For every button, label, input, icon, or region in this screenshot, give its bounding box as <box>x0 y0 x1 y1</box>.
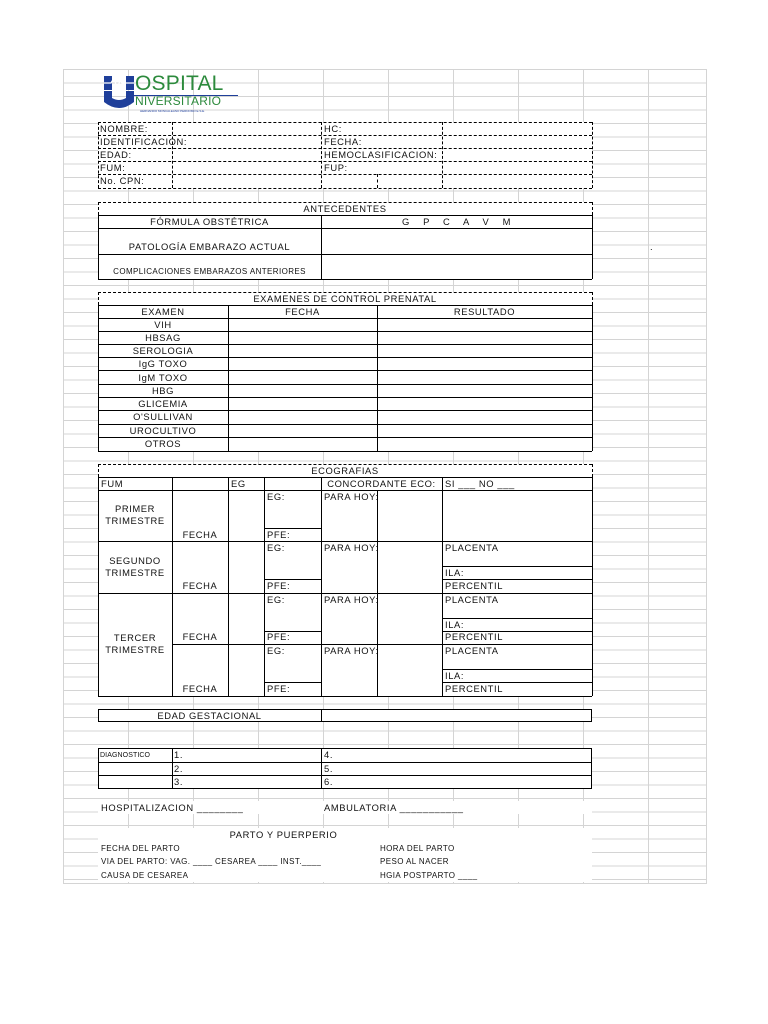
para-hoy-3: PARA HOY: <box>324 594 379 605</box>
label-fup: FUP: <box>324 162 348 173</box>
hgia-postparto-label: HGIA POSTPARTO ____ <box>380 871 478 880</box>
pfe-3: PFE: <box>267 631 291 642</box>
label-nombre: NOMBRE: <box>100 123 148 134</box>
ambulatoria-label: AMBULATORIA ___________ <box>324 802 464 813</box>
fecha-4: FECHA <box>182 683 218 694</box>
diag-3: 3. <box>174 776 184 787</box>
antecedentes-title: ANTECEDENTES <box>303 203 387 214</box>
exam-vih: VIH <box>154 319 172 330</box>
primer-trimestre: PRIMER TRIMESTRE <box>105 503 165 526</box>
para-hoy-4: PARA HOY: <box>324 645 379 656</box>
parto-title: PARTO Y PUERPERIO <box>229 829 338 840</box>
header-resultado: RESULTADO <box>453 306 516 317</box>
placenta-3: PLACENTA <box>445 645 499 656</box>
diagnostico-label: DIAGNOSTICO <box>100 752 151 759</box>
label-edad: EDAD: <box>100 149 132 160</box>
peso-nacer-label: PESO AL NACER <box>380 857 449 866</box>
exam-serologia: SEROLOGIA <box>132 345 194 356</box>
percentil-1: PERCENTIL <box>445 580 504 591</box>
eg-4: EG: <box>267 645 285 656</box>
placenta-1: PLACENTA <box>445 542 499 553</box>
label-hemoclasificacion: HEMOCLASIFICACION: <box>324 149 438 160</box>
exam-urocultivo: UROCULTIVO <box>129 425 197 436</box>
pfe-4: PFE: <box>267 683 291 694</box>
ecografias-title: ECOGRAFIAS <box>311 465 379 476</box>
hospitalizacion-label: HOSPITALIZACION ________ <box>101 802 244 813</box>
eco-fum: FUM <box>101 478 124 489</box>
ila-3: ILA: <box>445 670 465 681</box>
diag-2: 2. <box>174 763 184 774</box>
para-hoy-2: PARA HOY: <box>324 542 379 553</box>
eg-3: EG: <box>267 594 285 605</box>
pfe-1: PFE: <box>267 529 291 540</box>
label-no-cpn: No. CPN: <box>100 175 145 186</box>
exam-hbg: HBG <box>151 385 175 396</box>
gpcavm-label: G P C A V M <box>401 216 512 227</box>
logo-tagline: HERNANDO MONCALEANO PERDOMO E.S.E. <box>140 109 206 113</box>
ila-2: ILA: <box>445 619 465 630</box>
fecha-parto-label: FECHA DEL PARTO <box>101 844 181 853</box>
placenta-2: PLACENTA <box>445 594 499 605</box>
via-parto-label: VIA DEL PARTO: VAG. ____ CESAREA ____ INST.____ <box>101 857 322 866</box>
fecha-2: FECHA <box>182 580 218 591</box>
pfe-2: PFE: <box>267 580 291 591</box>
eco-eg: EG <box>231 478 246 489</box>
eg-2: EG: <box>267 542 285 553</box>
causa-cesarea-label: CAUSA DE CESAREA <box>101 871 189 880</box>
diag-4: 4. <box>324 749 334 760</box>
hora-parto-label: HORA DEL PARTO <box>380 844 455 853</box>
label-identificacion: IDENTIFICACION: <box>100 136 188 147</box>
segundo-trimestre: SEGUNDO TRIMESTRE <box>105 555 165 578</box>
eco-si-no: SI ___ NO ___ <box>445 478 515 489</box>
exam-osullivan: O'SULLIVAN <box>133 411 193 422</box>
para-hoy-1: PARA HOY: <box>324 491 379 502</box>
label-fecha: FECHA: <box>324 136 362 147</box>
eco-concordante: CONCORDANTE ECO: <box>327 478 436 489</box>
edad-gestacional-label: EDAD GESTACIONAL <box>157 710 262 721</box>
exam-glicemia: GLICEMIA <box>138 398 188 409</box>
stray-dot: . <box>650 241 654 252</box>
diag-5: 5. <box>324 763 334 774</box>
formula-obstetrica-label: FÓRMULA OBSTÉTRICA <box>150 216 269 227</box>
examenes-title: EXAMENES DE CONTROL PRENATAL <box>253 293 437 304</box>
complicaciones-label: COMPLICACIONES EMBARAZOS ANTERIORES <box>113 267 306 276</box>
header-fecha: FECHA <box>285 306 320 317</box>
fecha-3: FECHA <box>182 631 218 642</box>
percentil-2: PERCENTIL <box>445 631 504 642</box>
tercer-trimestre: TERCER TRIMESTRE <box>105 632 165 655</box>
exam-igg-toxo: IgG TOXO <box>138 358 188 369</box>
exam-igm-toxo: IgM TOXO <box>138 372 188 383</box>
label-fum: FUM: <box>100 162 126 173</box>
percentil-3: PERCENTIL <box>445 683 504 694</box>
header-examen: EXAMEN <box>141 306 185 317</box>
patologia-label: PATOLOGÍA EMBARAZO ACTUAL <box>128 241 291 252</box>
exam-otros: OTROS <box>144 438 182 449</box>
label-hc: HC: <box>324 123 342 134</box>
diag-1: 1. <box>174 749 184 760</box>
logo-subtitle: NIVERSITARIO <box>135 94 222 108</box>
ila-1: ILA: <box>445 567 465 578</box>
logo-title: OSPITAL <box>135 72 224 95</box>
eg-1: EG: <box>267 491 285 502</box>
fecha-1: FECHA <box>182 529 218 540</box>
diag-6: 6. <box>324 776 334 787</box>
exam-hbsag: HBSAG <box>145 332 181 343</box>
hospital-logo <box>104 72 244 114</box>
